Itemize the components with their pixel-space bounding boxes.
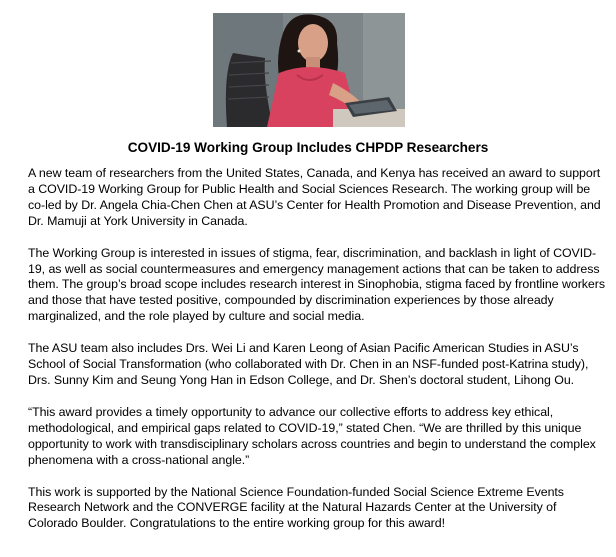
paragraph-chen-quote: “This award provides a timely opportunity to advance our collective efforts to address key ethical, methodological, and empirical gaps related to COVID-19,” stated Chen. “We are thrilled by this unique opportunity to work with transdisciplinary scholars across countries and begin to understand the complex phenomena with a cross-national angle.” <box>28 404 596 467</box>
paragraph-asu-team: The ASU team also includes Drs. Wei Li and Karen Leong of Asian Pacific American Studies in ASU’s School of Social Transformation (who collaborated with Dr. Chen in an NSF-funded post-Katrina study), Drs. Sunny Kim and Seung Yong Han in Edson College, and Dr. Shen’s doctoral student, Lihong Ou. <box>28 341 589 387</box>
article-title: COVID-19 Working Group Includes CHPDP Researchers <box>127 140 489 155</box>
researcher-photo <box>213 13 405 127</box>
article-body <box>28 166 608 548</box>
paragraph-award-announcement: A new team of researchers from the United States, Canada, and Kenya has received an award to support a COVID-19 Working Group for Public Health and Social Sciences Research. The working group will be co-led by Dr. Angela Chia-Chen Chen at ASU’s Center for Health Promotion and Disease Prevention, and Dr. Mamuji at York University in Canada. <box>28 166 601 228</box>
paragraph-funding-support: This work is supported by the National Science Foundation-funded Social Science Extreme Events Research Network and the CONVERGE facility at the Natural Hazards Center at the University of Colorado Boulder. Congratulations to the entire working group for this award! <box>28 484 564 531</box>
portrait-photo-icon <box>213 13 405 127</box>
paragraph-working-group-scope: The Working Group is interested in issues of stigma, fear, discrimination, and backlash in light of COVID-19, as well as social countermeasures and emergency management actions that can be taken to address them. The group’s broad scope includes research interest in Sinophobia, stigma faced by frontline workers and those that have tested positive, compounded by discrimination experiences by those already marginalized, and the role played by culture and social media. <box>28 245 605 324</box>
